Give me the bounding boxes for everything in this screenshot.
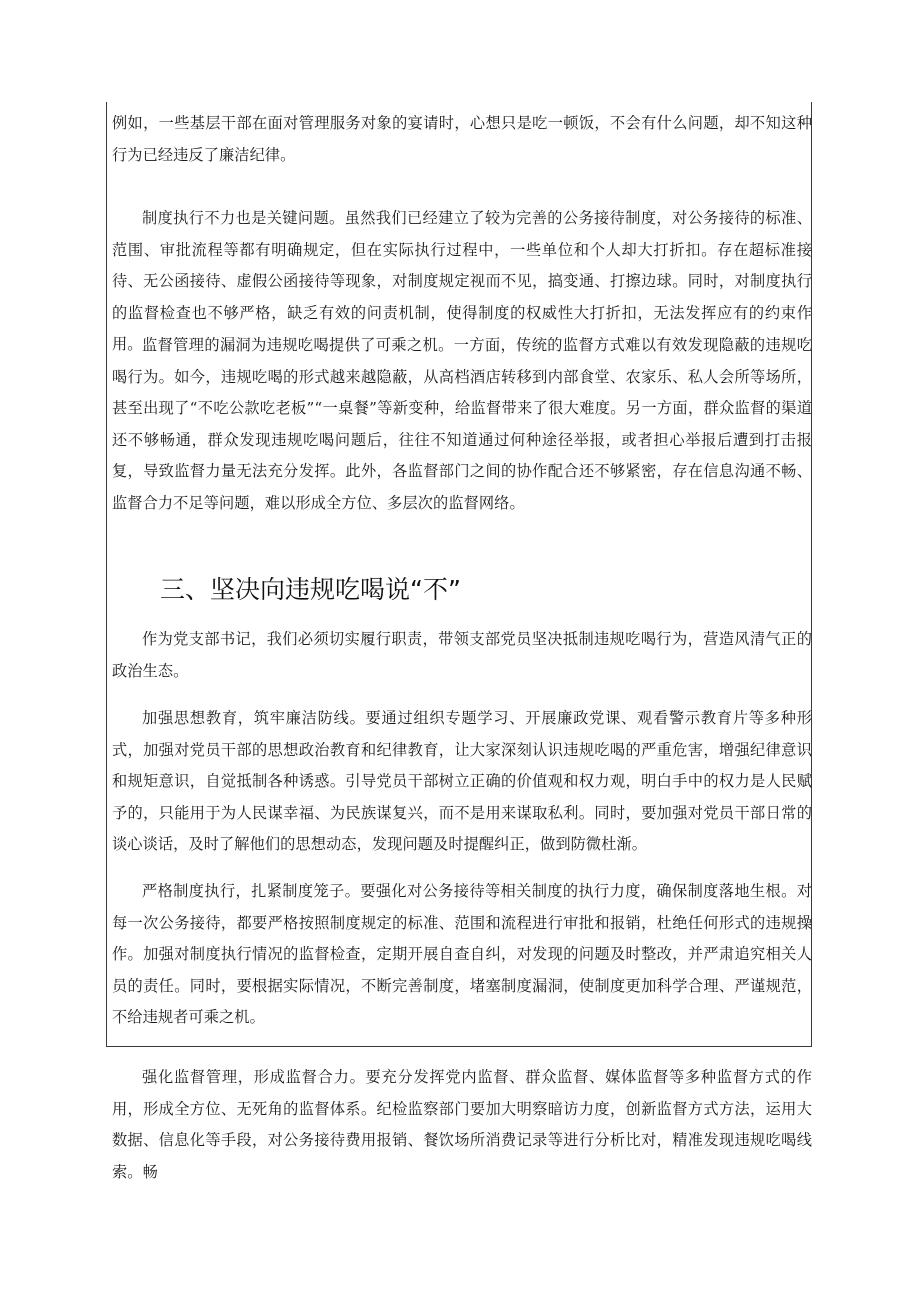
paragraph-party-secretary: 作为党支部书记，我们必须切实履行职责，带领支部党员坚决抵制违规吃喝行为，营造风清气正的政治生态。 bbox=[112, 630, 812, 680]
paragraph-strengthen-supervision: 强化监督管理，形成监督合力。要充分发挥党内监督、群众监督、媒体监督等多种监督方式的作用，形成全方位、无死角的监督体系。纪检监察部门要加大明察暗访力度，创新监督方式方法，运用大数据、信息化等手段，对公务接待费用报销、餐饮场所消费记录等进行分析比对，精准发现违规吃喝线索。畅 bbox=[112, 1068, 812, 1181]
paragraph-strict-execution: 严格制度执行，扎紧制度笼子。要强化对公务接待等相关制度的执行力度，确保制度落地生根。对每一次公务接待，都要严格按照制度规定的标准、范围和流程进行审批和报销，杜绝任何形式的违规操作。加强对制度执行情况的监督检查，定期开展自查自纠，对发现的问题及时整改，并严肃追究相关人员的责任。同时，要根据实际情况，不断完善制度，堵塞制度漏洞，使制度更加科学合理、严谨规范，不给违规者可乘之机。 bbox=[112, 882, 812, 1027]
section-heading: 三、坚决向违规吃喝说“不” bbox=[160, 575, 461, 604]
paragraph-continuation: 例如，一些基层干部在面对管理服务对象的宴请时，心想只是吃一顿饭，不会有什么问题，却不知这种行为已经违反了廉洁纪律。 bbox=[112, 114, 812, 164]
paragraph-system-execution: 制度执行不力也是关键问题。虽然我们已经建立了较为完善的公务接待制度，对公务接待的标准、范围、审批流程等都有明确规定，但在实际执行过程中，一些单位和个人却大打折扣。存在超标准接待、无公函接待、虚假公函接待等现象，对制度规定视而不见，搞变通、打擦边球。同时，对制度执行的监督检查也不够严格，缺乏有效的问责机制，使得制度的权威性大打折扣，无法发挥应有的约束作用。 bbox=[112, 209, 812, 354]
paragraph-supervision-gaps: 监督管理的漏洞为违规吃喝提供了可乘之机。一方面，传统的监督方式难以有效发现隐蔽的违规吃喝行为。如今，违规吃喝的形式越来越隐蔽，从高档酒店转移到内部食堂、农家乐、私人会所等场所，甚至出现了“不吃公款吃老板”“一桌餐”等新变种，给监督带来了很大难度。另一方面，群众监督的渠道还不够畅通，群众发现违规吃喝问题后，往往不知道通过何种途径举报，或者担心举报后遭到打击报复，导致监督力量无法充分发挥。此外，各监督部门之间的协作配合还不够紧密，存在信息沟通不畅、监督合力不足等问题，难以形成全方位、多层次的监督网络。 bbox=[112, 336, 812, 512]
paragraph-ideological-education: 加强思想教育，筑牢廉洁防线。要通过组织专题学习、开展廉政党课、观看警示教育片等多种形式，加强对党员干部的思想政治教育和纪律教育，让大家深刻认识违规吃喝的严重危害，增强纪律意识和规矩意识，自觉抵制各种诱惑。引导党员干部树立正确的价值观和权力观，明白手中的权力是人民赋予的，只能用于为人民谋幸福、为民族谋复兴，而不是用来谋取私利。同时，要加强对党员干部日常的谈心谈话，及时了解他们的思想动态，发现问题及时提醒纠正，做到防微杜渐。 bbox=[112, 709, 812, 854]
